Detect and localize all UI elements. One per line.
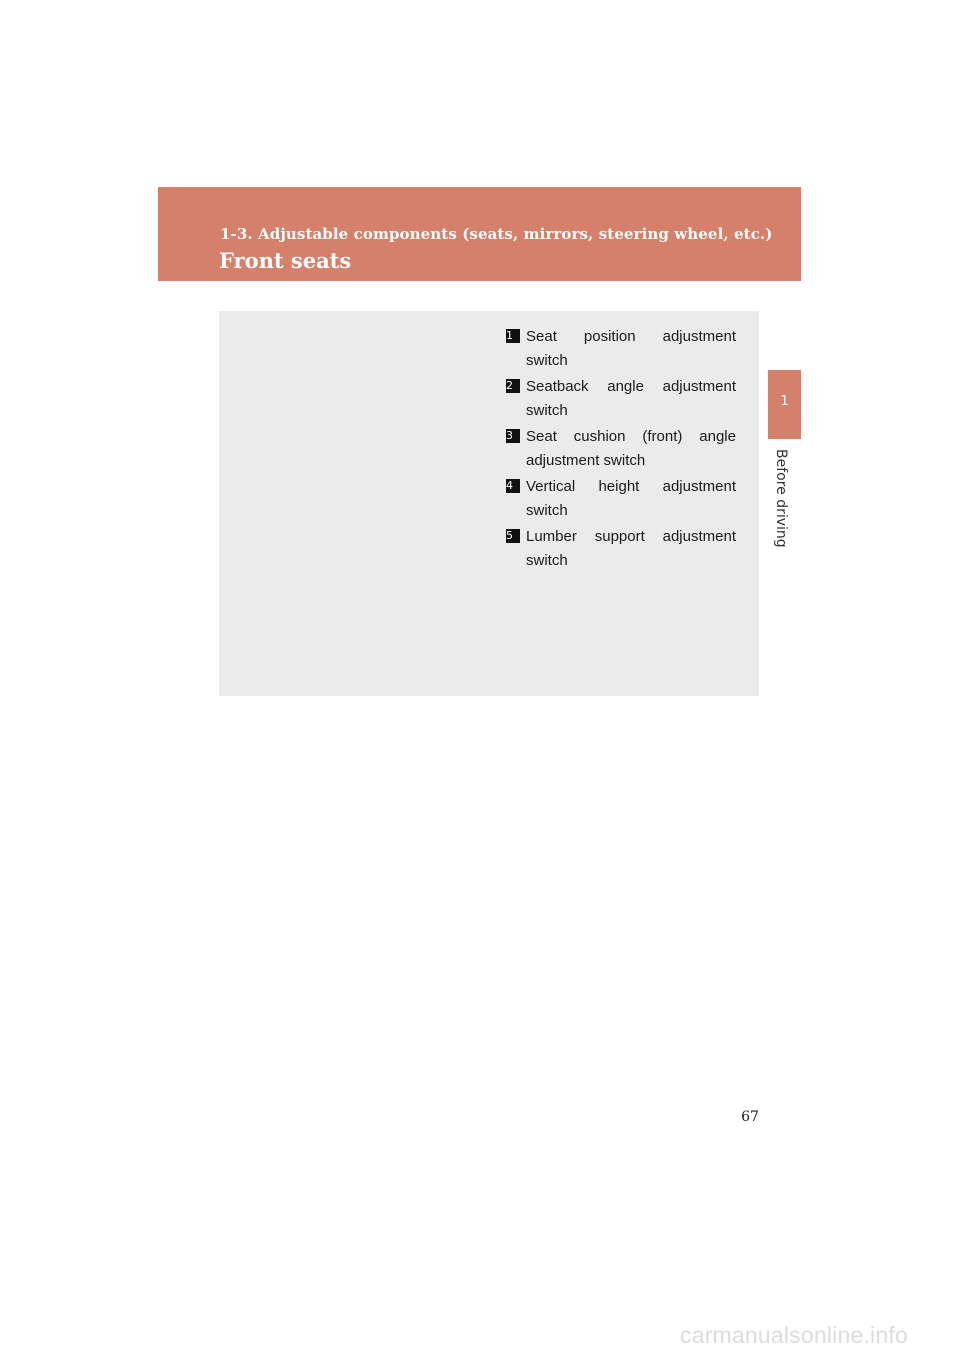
legend-text: Seat cushion (front) angle adjustment switch — [526, 428, 736, 469]
callout-number-4-icon: 4 — [506, 479, 520, 493]
callout-number-1-icon: 1 — [506, 329, 520, 343]
page-title: Front seats — [219, 248, 352, 273]
callout-legend — [506, 325, 736, 575]
watermark: carmanualsonline.info — [680, 1322, 908, 1348]
figure-panel — [219, 311, 759, 696]
legend-item — [506, 425, 736, 472]
page-number: 67 — [741, 1109, 759, 1125]
chapter-label: Before driving — [773, 449, 789, 548]
chapter-number: 1 — [780, 394, 789, 409]
legend-text: Vertical height adjustment switch — [526, 478, 736, 519]
callout-number-5-icon: 5 — [506, 529, 520, 543]
legend-item — [506, 475, 736, 522]
section-label: 1-3. Adjustable components (seats, mirrors, steering wheel, etc.) — [220, 225, 773, 243]
callout-number-3-icon: 3 — [506, 429, 520, 443]
legend-item — [506, 325, 736, 372]
legend-text: Seat position adjustment switch — [526, 328, 736, 369]
chapter-tab[interactable] — [768, 370, 801, 439]
legend-item — [506, 375, 736, 422]
callout-number-2-icon: 2 — [506, 379, 520, 393]
legend-text: Lumber support adjustment switch — [526, 528, 736, 569]
header-band — [158, 187, 801, 281]
legend-text: Seatback angle adjustment switch — [526, 378, 736, 419]
legend-item — [506, 525, 736, 572]
